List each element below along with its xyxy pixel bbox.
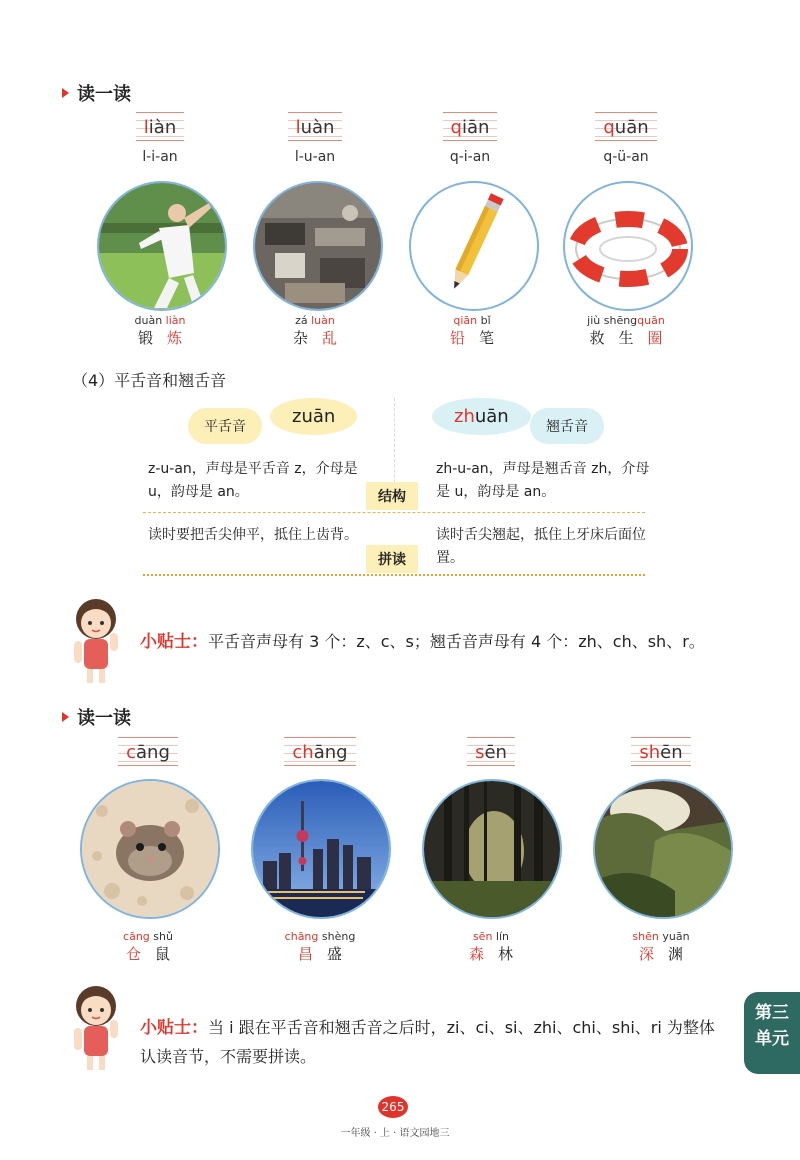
syllable-sen: sēn [431,737,551,766]
page-number-badge: 265 [378,1096,408,1118]
tip-label: 小贴士： [140,1018,208,1038]
word-zaluan: zá luàn 杂乱 [292,314,352,347]
table-divider [143,512,645,513]
girl-character-icon [68,597,130,685]
tip-label: 小贴士： [140,632,208,652]
tip-box-1 [140,627,730,656]
word-shenyuan: shēn yuān 深渊 [632,930,698,963]
syllable-cang: cāng [88,737,208,766]
reading-tag: 拼读 [366,545,418,573]
triangle-bullet-icon [62,88,69,98]
zhuan-syllable-bubble: zhuān [432,398,531,435]
tip-box-2 [140,1013,730,1071]
flat-structure-text: z-u-an，声母是平舌音 z，介母是 u，韵母是 an。 [148,461,358,500]
tip-text: 当 i 跟在平舌音和翘舌音之后时，zi、ci、si、zhi、chi、shi、ri 为整体认读音节，不需要拼读。 [140,1018,715,1066]
word-jiushengquan: jiù shēngquān 救生圈 [587,314,677,347]
syllable-spelling: q-i-an [449,149,491,165]
flat-reading-text: 读时要把舌尖伸平，抵住上齿背。 [148,527,358,543]
heading-text: 读一读 [77,84,131,105]
structure-tag: 结构 [366,482,418,510]
retroflex-tongue-bubble: 翘舌音 [530,408,604,444]
pencil-image [409,181,539,311]
syllable-lian: liàn l-i-an [100,112,220,165]
city-skyline-image [251,779,391,919]
heading-text: 读一读 [77,708,131,729]
syllable-spelling: l-i-an [142,149,178,165]
word-senlin: sēn lín 森林 [468,930,528,963]
messy-room-image [253,181,383,311]
forest-image [422,779,562,919]
hamster-image [80,779,220,919]
syllable-chang: chāng [260,737,380,766]
section-heading-read-2 [62,704,131,730]
syllable-spelling: q-ü-an [603,149,649,165]
girl-character-icon [68,984,130,1072]
unit-side-tab: 第三 单元 [744,992,800,1074]
life-buoy-image [563,181,693,311]
word-qianbi: qiān bǐ 铅笔 [449,314,509,347]
word-changsheng: chāng shèng 昌盛 [284,930,357,963]
syllable-spelling: l-u-an [294,149,336,165]
footer-caption: 一年级 · 上 · 语文园地三 [340,1128,450,1139]
word-cangshu: cāng shǔ 仓鼠 [123,930,185,963]
triangle-bullet-icon [62,712,69,722]
syllable-qian: qiān q-i-an [410,112,530,165]
table-bottom-border [143,574,645,576]
section-heading-read [62,80,131,106]
section-title-flat-retroflex: （4）平舌音和翘舌音 [72,371,227,390]
retroflex-reading-text: 读时舌尖翘起，抵住上牙床后面位置。 [436,527,646,566]
tip-text: 平舌音声母有 3 个：z、c、s；翘舌音声母有 4 个：zh、ch、sh、r。 [208,632,705,651]
syllable-shen: shēn [601,737,721,766]
retroflex-structure-text: zh-u-an，声母是翘舌音 zh，介母是 u，韵母是 an。 [436,461,650,500]
old-man-exercising-image [97,181,227,311]
zuan-syllable-bubble: zuān [270,398,357,435]
syllable-quan: quān q-ü-an [566,112,686,165]
deep-gorge-image [593,779,733,919]
word-duanlian: duàn liàn 锻炼 [134,314,197,347]
syllable-luan: luàn l-u-an [255,112,375,165]
flat-tongue-bubble: 平舌音 [188,408,262,444]
